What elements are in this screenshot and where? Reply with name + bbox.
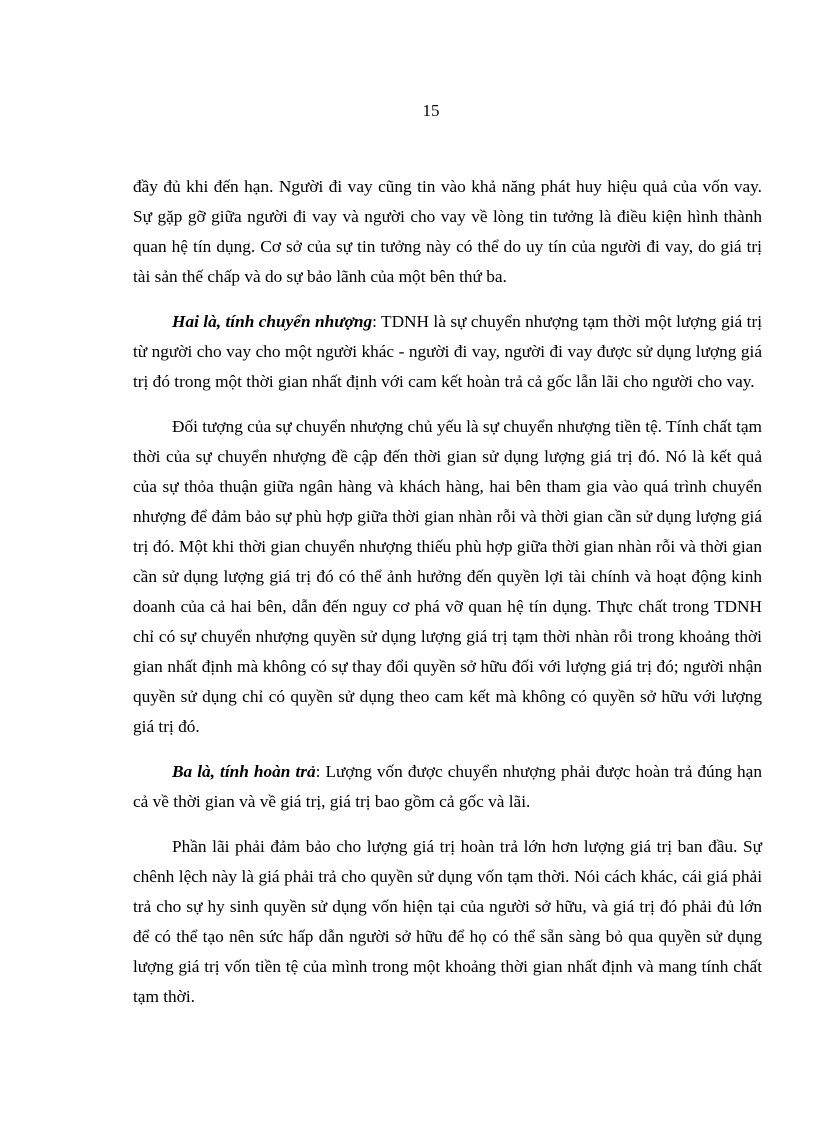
paragraph-heading: Hai là, tính chuyển nhượng bbox=[172, 312, 373, 331]
paragraph-text: Phần lãi phải đảm bảo cho lượng giá trị hoàn trả lớn hơn lượng giá trị ban đầu. Sự chênh lệch này là giá phải trả cho quyền sử dụng vốn tạm thời. Nói cách khác, cái giá phải trả cho sự hy sinh quyền sử dụng vốn hiện tại của người sở hữu, và giá trị đó phải đủ lớn để có thể tạo nên sức hấp dẫn người sở hữu để họ có thể sẵn sàng bỏ qua quyền sử dụng lượng giá trị vốn tiền tệ của mình trong một khoảng thời gian nhất định và mang tính chất tạm thời. bbox=[133, 837, 762, 1006]
paragraph-text: Đối tượng của sự chuyển nhượng chủ yếu là sự chuyển nhượng tiền tệ. Tính chất tạm thời của sự chuyển nhượng đề cập đến thời gian sử dụng lượng giá trị đó. Nó là kết quả của sự thỏa thuận giữa ngân hàng và khách hàng, hai bên tham gia vào quá trình chuyển nhượng để đảm bảo sự phù hợp giữa thời gian nhàn rỗi và thời gian cần sử dụng lượng giá trị đó. Một khi thời gian chuyển nhượng thiếu phù hợp giữa thời gian nhàn rỗi và thời gian cần sử dụng lượng giá trị đó có thể ảnh hưởng đến quyền lợi tài chính và hoạt động kinh doanh của cả hai bên, dẫn đến nguy cơ phá vỡ quan hệ tín dụng. Thực chất trong TDNH chỉ có sự chuyển nhượng quyền sử dụng lượng giá trị tạm thời nhàn rỗi trong khoảng thời gian nhất định mà không có sự thay đổi quyền sở hữu đối với lượng giá trị đó; người nhận quyền sử dụng chỉ có quyền sử dụng theo cam kết mà không có quyền sở hữu với lượng giá trị đó. bbox=[133, 417, 762, 736]
paragraph-text: : Lượng vốn được chuyển nhượng phải được hoàn trả đúng hạn cả về thời gian và về giá trị, giá trị bao gồm cả gốc và lãi. bbox=[133, 762, 762, 811]
paragraph-text: : TDNH là sự chuyển nhượng tạm thời một lượng giá trị từ người cho vay cho một người khác - người đi vay, người đi vay được sử dụng lượng giá trị đó trong một thời gian nhất định với cam kết hoàn trả cả gốc lẫn lãi cho người cho vay. bbox=[133, 312, 762, 391]
page-number: 15 bbox=[422, 101, 440, 120]
paragraph-interest bbox=[133, 832, 762, 1012]
paragraph-transferability bbox=[133, 307, 762, 397]
paragraph-repayment bbox=[133, 757, 762, 817]
paragraph-transfer-object bbox=[133, 412, 762, 742]
document-body bbox=[133, 172, 762, 1027]
paragraph-continuation bbox=[133, 172, 762, 292]
paragraph-text: đầy đủ khi đến hạn. Người đi vay cũng tin vào khả năng phát huy hiệu quả của vốn vay. Sự gặp gỡ giữa người đi vay và người cho vay về lòng tin tưởng là điều kiện hình thành quan hệ tín dụng. Cơ sở của sự tin tưởng này có thể do uy tín của người đi vay, do giá trị tài sản thế chấp và do sự bảo lãnh của một bên thứ ba. bbox=[133, 177, 762, 286]
paragraph-heading: Ba là, tính hoàn trả bbox=[172, 762, 316, 781]
